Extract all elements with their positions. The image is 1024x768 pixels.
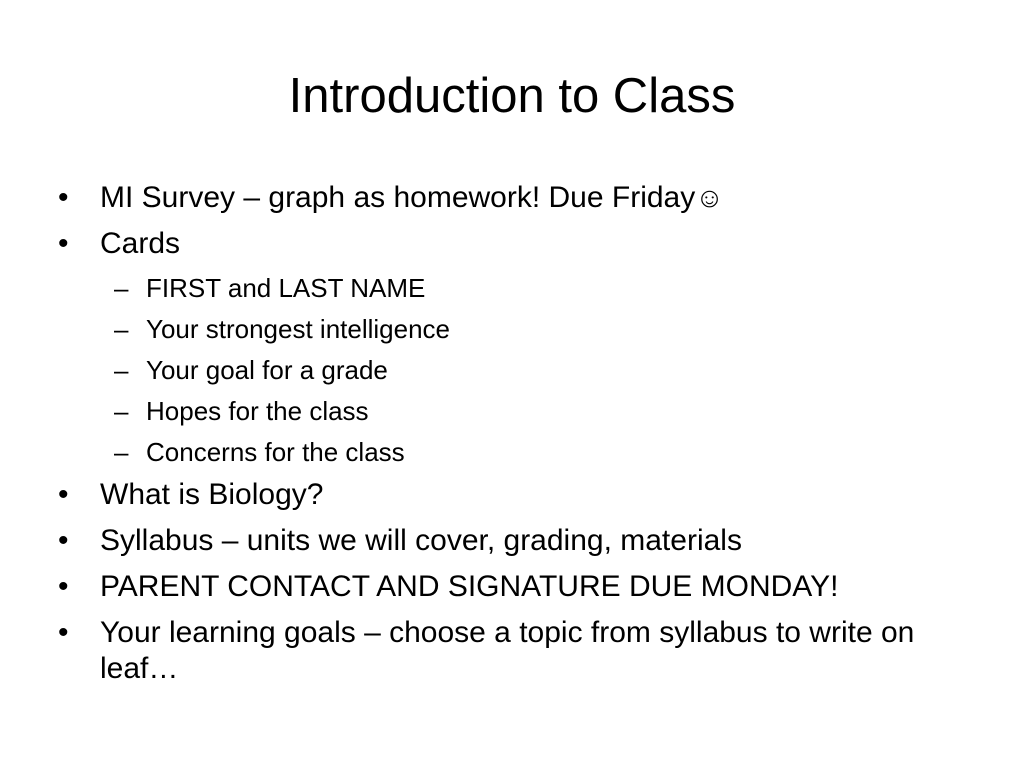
sub-item-text: Your strongest intelligence <box>146 314 451 344</box>
bullet-text: Your learning goals – choose a topic from syllabus to write on leaf… <box>100 616 915 685</box>
sub-marker: – <box>114 437 129 467</box>
bullet-marker: • <box>58 478 69 511</box>
sub-item <box>58 354 958 386</box>
bullet-marker: • <box>58 570 69 603</box>
bullet-marker: • <box>58 227 69 260</box>
sub-marker: – <box>114 273 129 303</box>
sub-item <box>58 436 958 468</box>
sub-item-text: Hopes for the class <box>146 396 369 426</box>
sub-item <box>58 313 958 345</box>
bullet-text: Syllabus – units we will cover, grading, materials <box>100 524 742 557</box>
sub-item-text: Your goal for a grade <box>146 355 388 385</box>
bullet-item-biology <box>58 477 958 513</box>
sub-item-text: Concerns for the class <box>146 437 405 467</box>
bullet-text: MI Survey – graph as homework! Due Friday <box>100 181 696 214</box>
bullet-item-mi-survey <box>58 180 958 216</box>
bullet-item-learning-goals <box>58 615 958 687</box>
cards-sub-list <box>58 272 958 468</box>
bullet-item-cards <box>58 226 958 262</box>
sub-marker: – <box>114 396 129 426</box>
bullet-marker: • <box>58 616 69 649</box>
sub-item-text: FIRST and LAST NAME <box>146 273 426 303</box>
sub-item <box>58 395 958 427</box>
bullet-text: Cards <box>100 227 181 260</box>
sub-item <box>58 272 958 304</box>
bullet-text: PARENT CONTACT AND SIGNATURE DUE MONDAY! <box>100 570 839 603</box>
bullet-list <box>58 180 958 697</box>
smiley-face-icon: ☺ <box>695 182 724 213</box>
bullet-item-syllabus <box>58 523 958 559</box>
slide-title: Introduction to Class <box>288 69 736 123</box>
bullet-item-parent-contact <box>58 569 958 605</box>
sub-marker: – <box>114 314 129 344</box>
bullet-marker: • <box>58 181 69 214</box>
sub-marker: – <box>114 355 129 385</box>
bullet-marker: • <box>58 524 69 557</box>
bullet-text: What is Biology? <box>100 478 324 511</box>
